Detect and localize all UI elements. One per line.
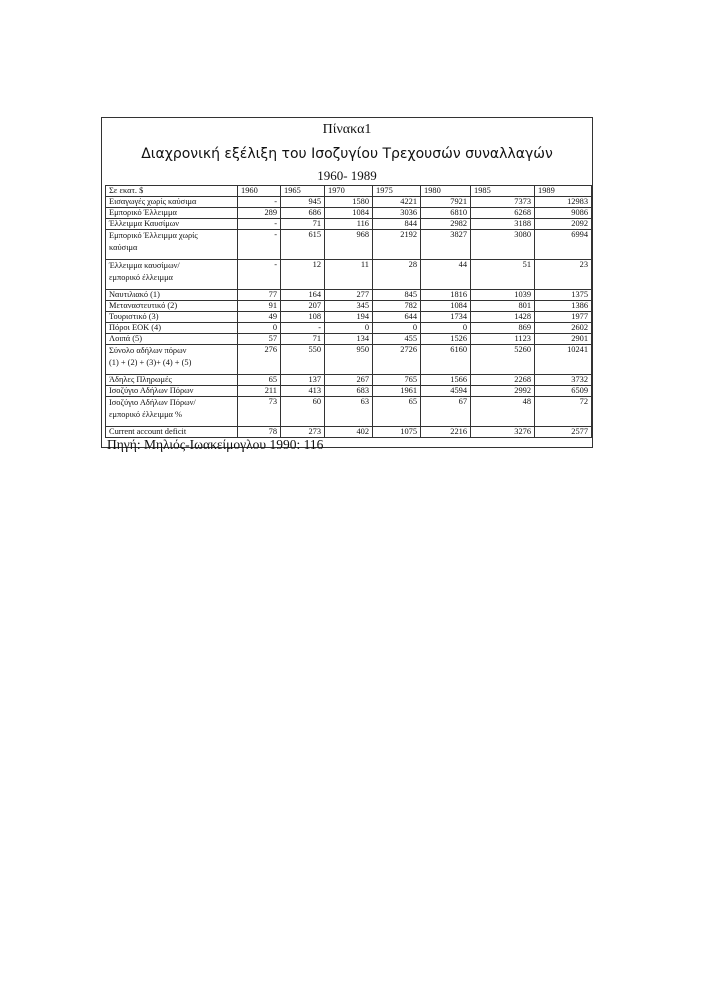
value-cell: 968 — [325, 230, 373, 260]
row-label — [106, 397, 238, 427]
value-cell: 945 — [281, 197, 325, 208]
value-cell: 57 — [238, 334, 281, 345]
value-cell: 3036 — [373, 208, 421, 219]
row-label — [106, 375, 238, 386]
table-frame — [101, 117, 593, 452]
value-cell: 345 — [325, 301, 373, 312]
table-row — [106, 290, 592, 301]
value-cell: 2216 — [421, 427, 471, 438]
value-cell: 0 — [238, 323, 281, 334]
data-table — [105, 185, 592, 438]
row-label-line: εμπορικό έλλειμμα — [109, 273, 173, 282]
value-cell: 44 — [421, 260, 471, 290]
table-row — [106, 312, 592, 323]
value-cell: 194 — [325, 312, 373, 323]
value-cell: 1961 — [373, 386, 421, 397]
value-cell: 1123 — [471, 334, 535, 345]
value-cell: 413 — [281, 386, 325, 397]
value-cell: 1428 — [471, 312, 535, 323]
row-label-line: Σύνολο αδήλων πόρων — [109, 346, 187, 355]
row-label-line: Ισοζύγιο Αδήλων Πόρων — [109, 386, 194, 395]
value-cell: 11 — [325, 260, 373, 290]
value-cell: 5260 — [471, 345, 535, 375]
value-cell: 1375 — [535, 290, 592, 301]
table-row — [106, 345, 592, 375]
value-cell: 6810 — [421, 208, 471, 219]
row-label — [106, 230, 238, 260]
value-cell: 1084 — [325, 208, 373, 219]
value-cell: - — [238, 230, 281, 260]
row-label-line: Ισοζύγιο Αδήλων Πόρων/ — [109, 398, 196, 407]
value-cell: 3276 — [471, 427, 535, 438]
header-unit-label: Σε εκατ. $ — [106, 186, 238, 197]
row-label — [106, 301, 238, 312]
value-cell: 60 — [281, 397, 325, 427]
value-cell: 2982 — [421, 219, 471, 230]
value-cell: 1386 — [535, 301, 592, 312]
value-cell: 108 — [281, 312, 325, 323]
value-cell: 0 — [373, 323, 421, 334]
value-cell: 782 — [373, 301, 421, 312]
value-cell: 23 — [535, 260, 592, 290]
value-cell: - — [238, 197, 281, 208]
value-cell: 267 — [325, 375, 373, 386]
value-cell: 7373 — [471, 197, 535, 208]
value-cell: 845 — [373, 290, 421, 301]
row-label — [106, 290, 238, 301]
row-label-line: Έλλειμμα Καυσίμων — [109, 219, 179, 228]
value-cell: 550 — [281, 345, 325, 375]
value-cell: 950 — [325, 345, 373, 375]
row-label-line: Έλλειμμα καυσίμων/ — [109, 261, 180, 270]
table-row — [106, 386, 592, 397]
header-year: 1965 — [281, 186, 325, 197]
value-cell: 71 — [281, 334, 325, 345]
value-cell: 0 — [325, 323, 373, 334]
header-row — [106, 186, 592, 197]
table-row — [106, 230, 592, 260]
row-label — [106, 312, 238, 323]
value-cell: 4221 — [373, 197, 421, 208]
header-year: 1960 — [238, 186, 281, 197]
table-number: Πίνακα1 — [322, 122, 372, 137]
value-cell: 1566 — [421, 375, 471, 386]
value-cell: 4594 — [421, 386, 471, 397]
value-cell: 3827 — [421, 230, 471, 260]
value-cell: 3080 — [471, 230, 535, 260]
header-year: 1975 — [373, 186, 421, 197]
row-label — [106, 323, 238, 334]
value-cell: 3188 — [471, 219, 535, 230]
value-cell: 10241 — [535, 345, 592, 375]
row-label-line: Μεταναστευτικό (2) — [109, 301, 178, 310]
row-label-line: Λοιπά (5) — [109, 334, 142, 343]
row-label — [106, 427, 238, 438]
row-label-line: Εμπορικό Έλλειμμα χωρίς — [109, 231, 198, 240]
value-cell: - — [238, 219, 281, 230]
value-cell: 77 — [238, 290, 281, 301]
value-cell: 2092 — [535, 219, 592, 230]
value-cell: 63 — [325, 397, 373, 427]
table-row — [106, 301, 592, 312]
value-cell: 137 — [281, 375, 325, 386]
value-cell: 1580 — [325, 197, 373, 208]
table-row — [106, 197, 592, 208]
value-cell: 6160 — [421, 345, 471, 375]
value-cell: 3732 — [535, 375, 592, 386]
value-cell: 1816 — [421, 290, 471, 301]
row-label-line: Τουριστικό (3) — [109, 312, 159, 321]
value-cell: 615 — [281, 230, 325, 260]
value-cell: 2726 — [373, 345, 421, 375]
value-cell: 2192 — [373, 230, 421, 260]
value-cell: 765 — [373, 375, 421, 386]
value-cell: 49 — [238, 312, 281, 323]
table-row — [106, 397, 592, 427]
value-cell: 28 — [373, 260, 421, 290]
value-cell: 273 — [281, 427, 325, 438]
value-cell: 1075 — [373, 427, 421, 438]
value-cell: - — [281, 323, 325, 334]
value-cell: 65 — [238, 375, 281, 386]
value-cell: 869 — [471, 323, 535, 334]
row-label-line: Εισαγωγές χωρίς καύσιμα — [109, 197, 197, 206]
value-cell: 73 — [238, 397, 281, 427]
value-cell: 1734 — [421, 312, 471, 323]
row-label — [106, 208, 238, 219]
value-cell: 9086 — [535, 208, 592, 219]
table-row — [106, 323, 592, 334]
table-period: 1960- 1989 — [317, 168, 377, 183]
value-cell: 51 — [471, 260, 535, 290]
value-cell: 134 — [325, 334, 373, 345]
row-label-line: καύσιμα — [109, 243, 138, 252]
value-cell: 1084 — [421, 301, 471, 312]
value-cell: 455 — [373, 334, 421, 345]
value-cell: - — [238, 260, 281, 290]
header-year: 1970 — [325, 186, 373, 197]
value-cell: 801 — [471, 301, 535, 312]
value-cell: 6509 — [535, 386, 592, 397]
table-row — [106, 427, 592, 438]
value-cell: 2602 — [535, 323, 592, 334]
row-label-line: Ναυτιλιακό (1) — [109, 290, 160, 299]
row-label — [106, 345, 238, 375]
row-label — [106, 386, 238, 397]
row-label — [106, 197, 238, 208]
row-label-line: Πόροι ΕΟΚ (4) — [109, 323, 162, 332]
row-label-line: Current account deficit — [109, 427, 187, 436]
row-label-line: (1) + (2) + (3)+ (4) + (5) — [109, 358, 192, 367]
value-cell: 2577 — [535, 427, 592, 438]
value-cell: 71 — [281, 219, 325, 230]
value-cell: 6268 — [471, 208, 535, 219]
table-row — [106, 219, 592, 230]
value-cell: 686 — [281, 208, 325, 219]
value-cell: 78 — [238, 427, 281, 438]
value-cell: 1526 — [421, 334, 471, 345]
row-label-line: εμπορικό έλλειμμα % — [109, 410, 183, 419]
value-cell: 289 — [238, 208, 281, 219]
value-cell: 91 — [238, 301, 281, 312]
value-cell: 844 — [373, 219, 421, 230]
header-year: 1980 — [421, 186, 471, 197]
value-cell: 402 — [325, 427, 373, 438]
value-cell: 2268 — [471, 375, 535, 386]
value-cell: 6994 — [535, 230, 592, 260]
value-cell: 67 — [421, 397, 471, 427]
value-cell: 276 — [238, 345, 281, 375]
header-year: 1989 — [535, 186, 592, 197]
value-cell: 211 — [238, 386, 281, 397]
value-cell: 207 — [281, 301, 325, 312]
value-cell: 164 — [281, 290, 325, 301]
header-year: 1985 — [471, 186, 535, 197]
value-cell: 12 — [281, 260, 325, 290]
table-row — [106, 260, 592, 290]
table-row — [106, 208, 592, 219]
value-cell: 277 — [325, 290, 373, 301]
table-row — [106, 375, 592, 386]
source-note: Πηγή: Μηλιός-Ιωακείμογλου 1990: 116 — [107, 437, 324, 452]
value-cell: 65 — [373, 397, 421, 427]
row-label — [106, 260, 238, 290]
table-row — [106, 334, 592, 345]
table-title: Διαχρονική εξέλιξη του Ισοζυγίου Τρεχουσών συναλλαγών — [141, 146, 553, 162]
value-cell: 116 — [325, 219, 373, 230]
row-label-line: Εμπορικό Έλλειμμα — [109, 208, 177, 217]
value-cell: 12983 — [535, 197, 592, 208]
value-cell: 683 — [325, 386, 373, 397]
row-label — [106, 219, 238, 230]
value-cell: 644 — [373, 312, 421, 323]
value-cell: 2901 — [535, 334, 592, 345]
value-cell: 48 — [471, 397, 535, 427]
value-cell: 72 — [535, 397, 592, 427]
value-cell: 7921 — [421, 197, 471, 208]
value-cell: 1977 — [535, 312, 592, 323]
value-cell: 0 — [421, 323, 471, 334]
row-label — [106, 334, 238, 345]
value-cell: 2992 — [471, 386, 535, 397]
value-cell: 1039 — [471, 290, 535, 301]
row-label-line: Άδηλες Πληρωμές — [109, 375, 172, 384]
